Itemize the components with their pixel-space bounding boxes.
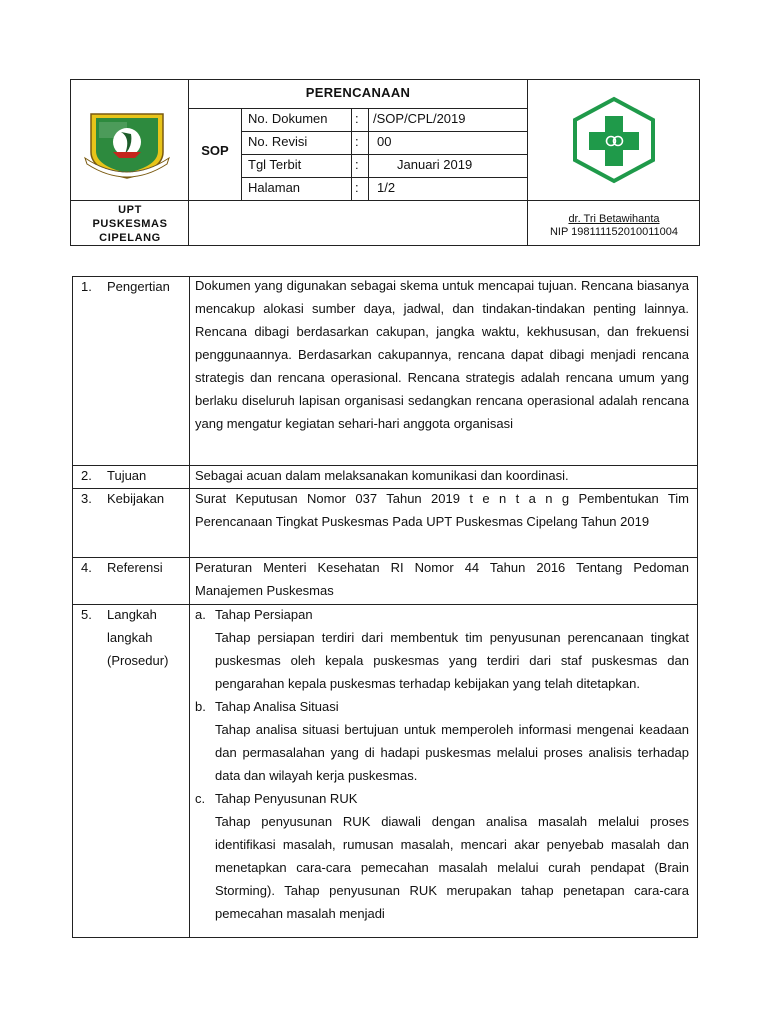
meta-separator: : [355, 157, 359, 172]
section-label-line: langkah [107, 630, 153, 645]
procedure-step [195, 695, 689, 787]
section-row-purpose [73, 466, 697, 489]
step-title: Tahap Penyusunan RUK [215, 791, 358, 806]
section-number: 2. [81, 468, 92, 483]
step-letter: b. [195, 699, 206, 714]
section-number: 3. [81, 491, 92, 506]
signer-nip: NIP 198111152010011004 [549, 226, 679, 238]
procedure-steps [195, 603, 689, 925]
meta-separator: : [355, 111, 359, 126]
section-text: Surat Keputusan Nomor 037 Tahun 2019 t e n t a n g Pembentukan Tim Perencanaan Tingkat Puskesmas Pada UPT Puskesmas Cipelang Tahun 2019 [195, 491, 689, 529]
city-emblem-icon [83, 108, 171, 182]
procedure-step [195, 787, 689, 925]
signer-block [527, 213, 701, 239]
section-label-line: (Prosedur) [107, 653, 169, 668]
meta-key: Tgl Terbit [248, 157, 302, 172]
meta-row-document-number [243, 108, 527, 130]
sop-content-table [72, 276, 698, 938]
sop-label: SOP [201, 143, 229, 158]
meta-value: 1/2 [377, 180, 396, 195]
section-label: Pengertian [107, 279, 170, 294]
section-number: 4. [81, 560, 92, 575]
meta-separator: : [355, 180, 359, 195]
section-label [107, 603, 189, 672]
procedure-step [195, 603, 689, 695]
meta-value: /SOP/CPL/2019 [373, 111, 466, 126]
sop-header [70, 79, 700, 246]
step-description: Tahap analisa situasi bertujuan untuk memperoleh informasi mengenai keadaan dan permasalahan yang di hadapi puskesmas melalui proses analisis terhadap data dan wilayah kerja puskesmas. [215, 722, 689, 783]
meta-value: Januari 2019 [397, 157, 473, 172]
org-line: UPT [118, 204, 142, 216]
org-line: CIPELANG [99, 232, 161, 244]
step-description: Tahap penyusunan RUK diawali dengan analisa masalah melalui proses identifikasi masalah, rumusan masalah, mencari akar penyebab masalah dan menetapkan cara-cara pemecahan masalah melalui curah pendapat (Brain Storming). Tahap penyusunan RUK merupakan tahap penetapan cara-cara pemecahan masalah menjadi [215, 814, 689, 921]
section-row-policy [73, 489, 697, 558]
step-letter: c. [195, 791, 206, 806]
meta-row-page [243, 177, 527, 199]
section-number: 5. [81, 607, 92, 622]
section-label: Referensi [107, 560, 163, 575]
meta-separator: : [355, 134, 359, 149]
section-row-definition [73, 277, 697, 466]
step-letter: a. [195, 607, 206, 622]
step-description: Tahap persiapan terdiri dari membentuk tim penyusunan perencanaan tingkat puskesmas oleh kepala puskesmas yang terdiri dari staf puskesmas dan pengarahan kepala puskesmas terhadap kebijakan yang telah ditetapkan. [215, 630, 689, 691]
meta-key: Halaman [248, 180, 301, 195]
meta-row-issue-date [243, 154, 527, 176]
section-text: Sebagai acuan dalam melaksanakan komunikasi dan koordinasi. [195, 468, 569, 483]
section-text: Dokumen yang digunakan sebagai skema untuk mencapai tujuan. Rencana biasanya mencakup alokasi sumber daya, jadwal, dan tindakan-tindakan penting lainnya. Rencana dibagi berdasarkan cakupan, jangka waktu, kekhususan, dan frekuensi penggunaannya. Berdasarkan cakupannya, rencana dapat dibagi menjadi rencana strategis dan rencana operasional. Rencana strategis adalah rencana umum yang berlaku diseluruh lapisan organisasi sedangkan rencana operasional adalah rencana yang mengatur kegiatan sehari-hari anggota organisasi [195, 278, 689, 431]
document-title: PERENCANAAN [305, 85, 411, 100]
org-line: PUSKESMAS [92, 218, 168, 230]
meta-key: No. Revisi [248, 134, 308, 149]
section-label: Kebijakan [107, 491, 165, 506]
step-title: Tahap Persiapan [215, 607, 313, 622]
section-text: Peraturan Menteri Kesehatan RI Nomor 44 Tahun 2016 Tentang Pedoman Manajemen Puskesmas [195, 560, 689, 598]
meta-row-revision [243, 131, 527, 153]
section-number: 1. [81, 279, 92, 294]
meta-value: 00 [377, 134, 392, 149]
step-title: Tahap Analisa Situasi [215, 699, 339, 714]
meta-key: No. Dokumen [248, 111, 328, 126]
section-label-line: Langkah [107, 607, 157, 622]
section-row-procedure [73, 605, 697, 938]
puskesmas-logo-icon [569, 96, 659, 184]
signer-name: dr. Tri Betawihanta [568, 213, 660, 225]
organization-name [71, 203, 189, 245]
section-label: Tujuan [107, 468, 147, 483]
section-row-reference [73, 558, 697, 605]
